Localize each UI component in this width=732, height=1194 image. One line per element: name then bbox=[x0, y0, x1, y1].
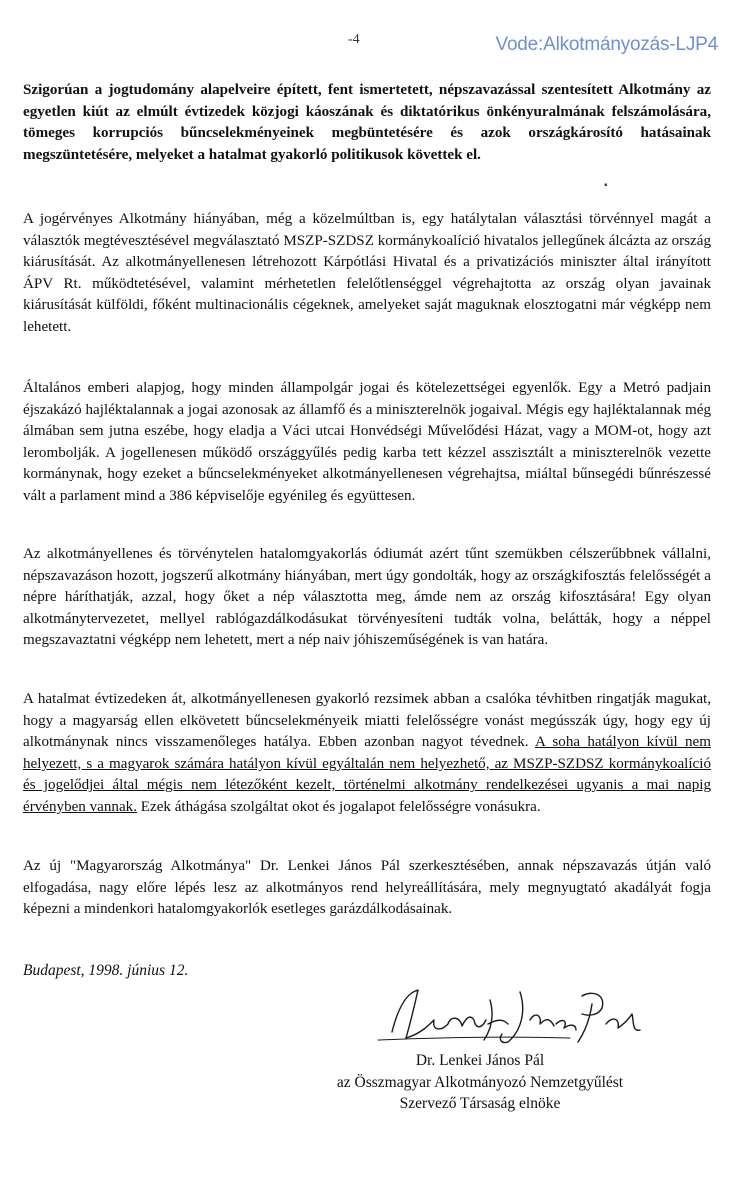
paragraph-6: Az új "Magyarország Alkotmánya" Dr. Lenkei János Pál szerkesztésében, annak népszavazás útján való elfogadása, nagy előre lépés lesz az alkotmányos rend helyreállítására, mely megnyugtató akadályát fogja képezni a mindenkori hatalomgyakorlók esetleges garázdálkodásainak. bbox=[23, 858, 711, 918]
paragraph-5-start: A hatalmat évtizedeken át, alkotmányellenesen gyakorló rezsimek abban a csalóka tévhitben ringatják magukat, hogy a magyarság ellen elkövetett bűncselekményeik miatti felelősségre vonást megússzák úgy, hogy egy új alkotmánynak nincs visszamenőleges hatálya. Ebben azonban nagyot tévednek. bbox=[23, 691, 711, 751]
signatory-name: Dr. Lenkei János Pál bbox=[415, 1052, 545, 1069]
paragraph-2: A jogérvényes Alkotmány hiányában, még a közelmúltban is, egy hatálytalan választási törvénnyel magát a választók megtévesztésével megválasztató MSZP-SZDSZ kormánykoalíció hivatalos jellegűnek álcázta az ország kiárusítását. Az alkotmányellenesen létrehozott Kárpótlási Hivatal és a privatizációs miniszter által irányított ÁPV Rt. működtetésével, valamint mérhetetlen felelőtlenséggel végrehajtotta az ország olyan javainak kiárusítását külföldi, főként multinacionális cégeknek, amelyeket saját maguknak elosztogatni már végképp nem lehetett. bbox=[23, 211, 711, 335]
document-date: Budapest, 1998. június 12. bbox=[23, 962, 189, 979]
watermark-label: Vode:Alkotmányozás-LJP4 bbox=[495, 34, 718, 55]
signatory-role-line-1: az Összmagyar Alkotmányozó Nemzetgyűlést bbox=[336, 1073, 624, 1091]
paragraph-5-end: Ezek áthágása szolgáltat okot és jogalapot felelősségre vonásukra. bbox=[140, 798, 541, 815]
paragraph-3: Általános emberi alapjog, hogy minden állampolgár jogai és kötelezettségei egyenlők. Egy a Metró padjain éjszakázó hajléktalannak a jogai azonosak az államfő és a miniszterelnök jogaival. Mégis egy hajléktalannak még álmában sem jutna eszébe, hogy eladja a Váci utcai Honvédségi Művelődési Házat, vagy a MOM-ot, hogy azt lerombolják. A jogellenesen működő országgyűlés pedig karba tett kézzel asszisztált a miniszterelnök vezette kormánynak, hogy ezeket a bűncselekményeket alkotmányellenesen végrehajtsa, miáltal bűnsegédi bűnrészessé vált a parlament mind a 386 képviselője egyénileg és együttesen. bbox=[23, 380, 711, 504]
signature-block bbox=[300, 1050, 660, 1115]
page-number: -4 bbox=[348, 32, 360, 47]
paragraph-1: Szigorúan a jogtudomány alapelveire épített, fent ismertetett, népszavazással szentesített Alkotmány az egyetlen kiút az elmúlt évtizedek közjogi káoszának és diktatórikus önkényuralmának felszámolására, tömeges korrupciós bűncselekményeinek megbüntetésére és azok országkárosító hatásainak megszüntetésére, melyeket a hatalmat gyakorló politikusok követtek el. bbox=[23, 82, 711, 163]
stray-mark: ▪ bbox=[604, 180, 608, 191]
paragraph-4: Az alkotmányellenes és törvénytelen hatalomgyakorlás ódiumát azért tűnt szemükben célszerűbbnek vállalni, népszavazáson hozott, jogszerű alkotmány hiányában, mert úgy gondolták, hogy az országkifosztás felelősségét a népre háríthatják, azzal, hogy őket a nép választotta meg, ámde nem az ország kifosztására! Egy olyan alkotmánytervezetet, mellyel rablógazdálkodásukat törvényesíteni tudták volna, belátták, hogy a néppel megszavaztatni végképp nem lehetett, mert a nép naiv jóhiszeműségének is van határa. bbox=[23, 546, 711, 649]
signatory-role-line-2: Szervező Társaság elnöke bbox=[399, 1095, 561, 1112]
paragraph-5-underlined: A soha hatályon kívül nem helyezett, s a magyarok számára hatályon kívül egyáltalán nem helyezhető, az MSZP-SZDSZ kormánykoalíció és jogelődjei által mégis nem létezőként kezelt, történelmi alkotmány rendelkezései ugyanis a mai napig érvényben vannak. bbox=[23, 734, 711, 815]
handwritten-signature bbox=[370, 980, 660, 1050]
paragraph-5 bbox=[23, 689, 711, 819]
